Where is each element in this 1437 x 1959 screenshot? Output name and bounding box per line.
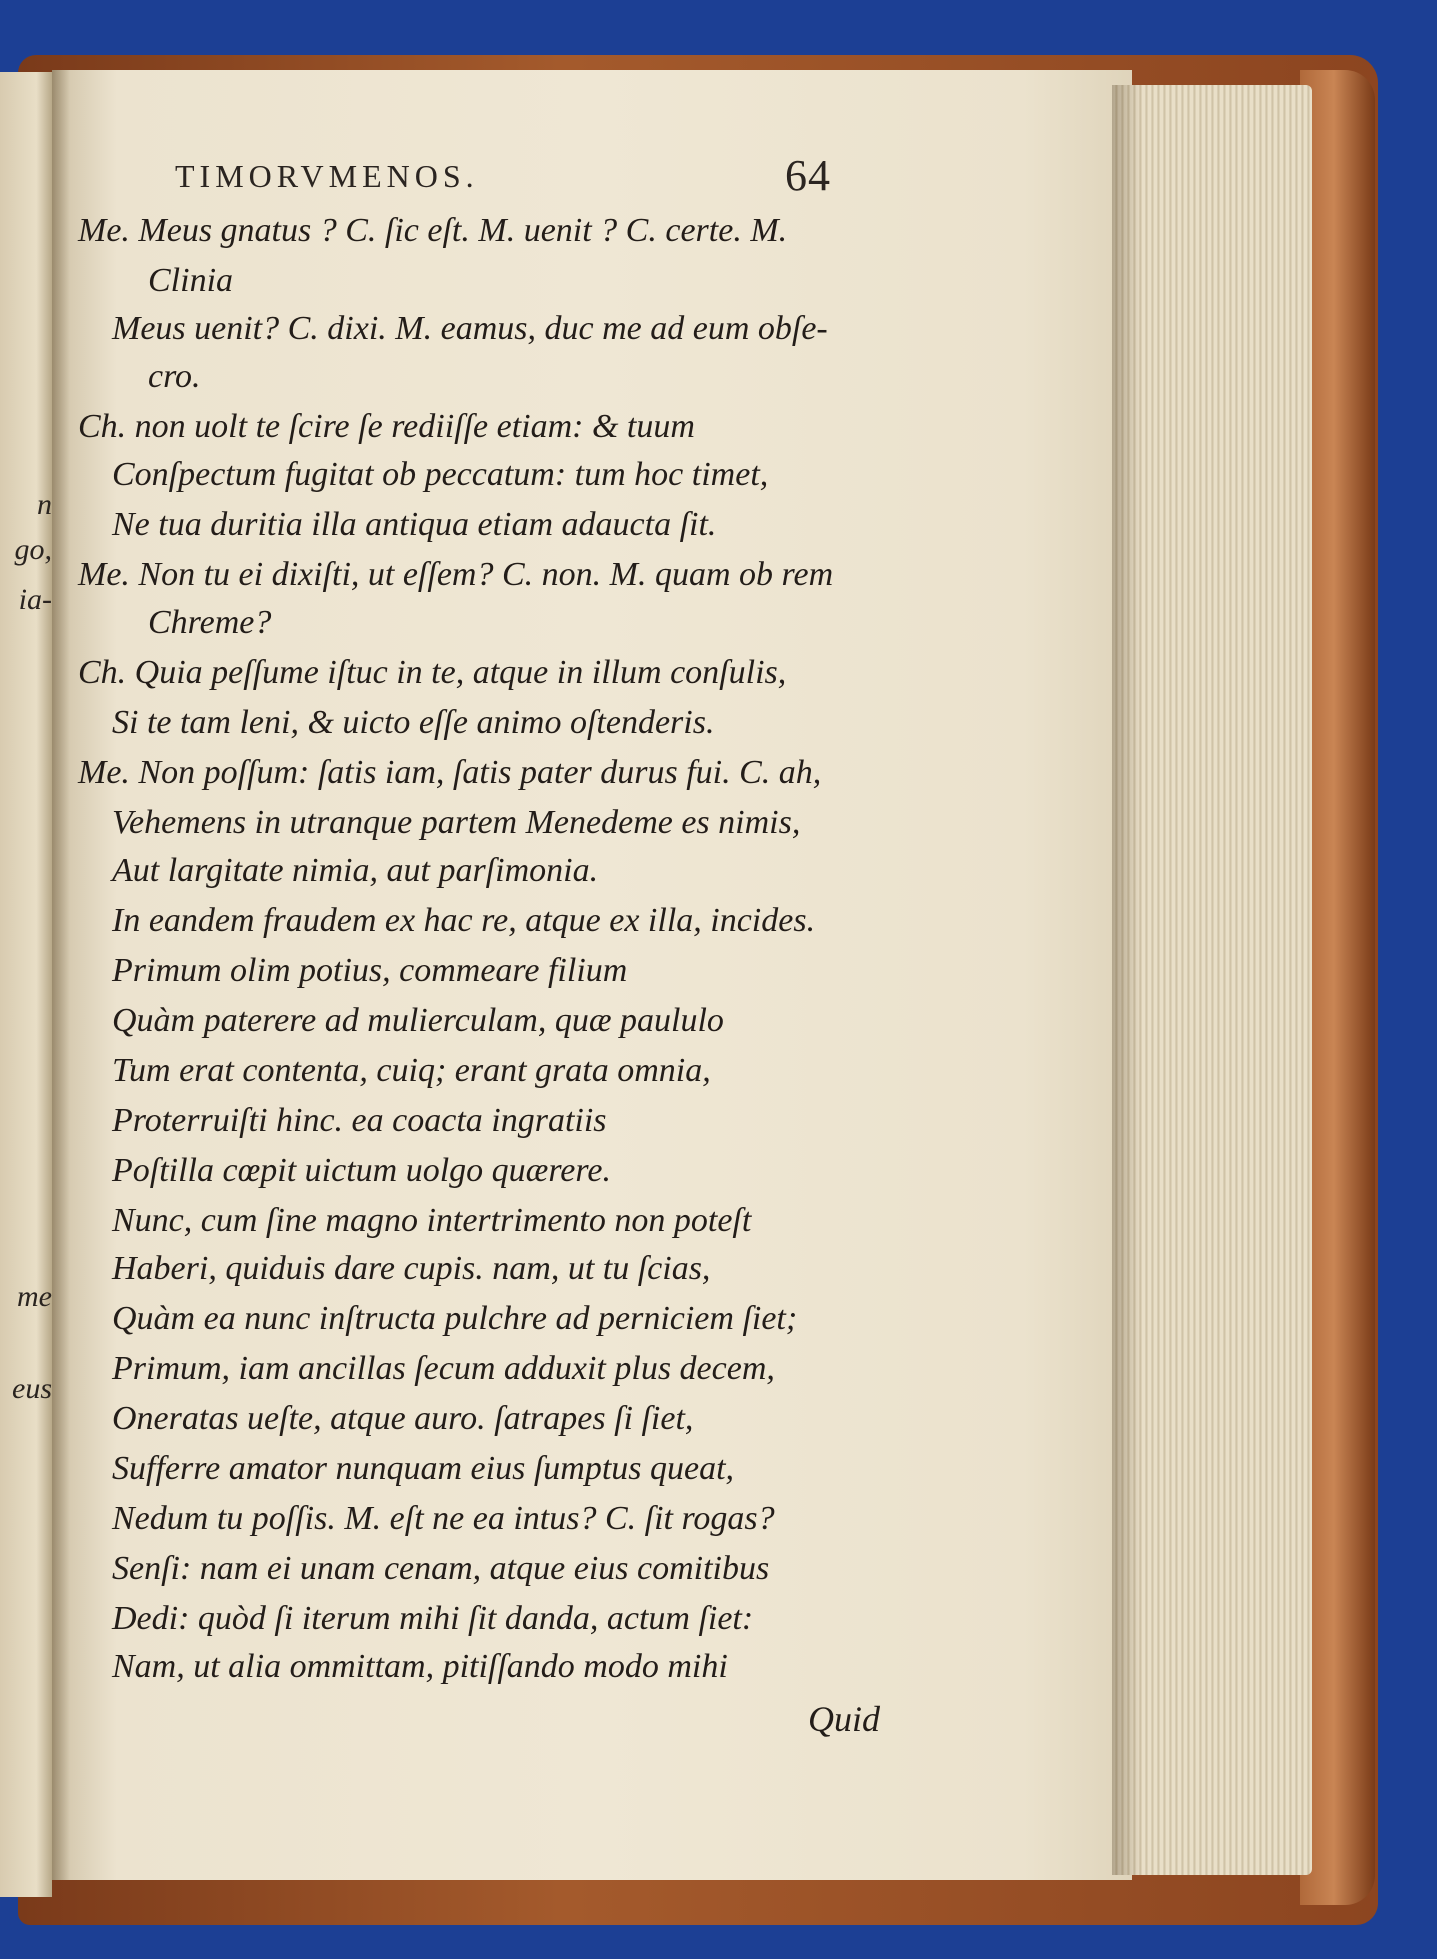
left-page-fragment: me xyxy=(17,1280,52,1313)
left-page-fragment: go, xyxy=(14,533,52,566)
text-line: Vehemens in utranque partem Menedeme es nimis, xyxy=(112,804,801,841)
text-line: Nedum tu poſſis. M. eſt ne ea intus? C. ſit rogas? xyxy=(112,1500,775,1537)
text-line: Nunc, cum ſine magno intertrimento non poteſt xyxy=(112,1202,752,1239)
left-page-fragment: n xyxy=(37,488,52,521)
text-line: In eandem fraudem ex hac re, atque ex illa, incides. xyxy=(112,902,816,939)
text-line: Me. Meus gnatus ? C. ſic eſt. M. uenit ? C. certe. M. xyxy=(78,212,788,249)
text-line: Senſi: nam ei unam cenam, atque eius comitibus xyxy=(112,1550,770,1587)
text-line: Quàm paterere ad mulierculam, quæ paululo xyxy=(112,1002,724,1039)
text-line: cro. xyxy=(148,358,201,395)
text-line: Proterruiſti hinc. ea coacta ingratiis xyxy=(112,1102,607,1139)
text-line: Nam, ut alia ommittam, pitiſſando modo mihi xyxy=(112,1648,728,1685)
text-line: Primum, iam ancillas ſecum adduxit plus decem, xyxy=(112,1350,775,1387)
running-title: TIMORVMENOS. xyxy=(175,158,479,194)
left-page-edge xyxy=(0,72,52,1897)
text-line: Chreme? xyxy=(148,604,272,641)
text-line: Sufferre amator nunquam eius ſumptus queat, xyxy=(112,1450,735,1487)
text-line: Primum olim potius, commeare filium xyxy=(112,952,628,989)
text-line: Conſpectum fugitat ob peccatum: tum hoc timet, xyxy=(112,456,769,493)
text-line: Aut largitate nimia, aut parſimonia. xyxy=(112,852,599,889)
left-page-fragment: ia- xyxy=(18,583,52,616)
text-line: Oneratas ueſte, atque auro. ſatrapes ſi ſiet, xyxy=(112,1400,694,1437)
page-gutter xyxy=(52,70,70,1880)
text-line: Dedi: quòd ſi iterum mihi ſit danda, actum ſiet: xyxy=(112,1600,754,1637)
text-line: Clinia xyxy=(148,262,234,299)
text-line: Tum erat contenta, cuiq; erant grata omnia, xyxy=(112,1052,711,1089)
text-line: Me. Non tu ei dixiſti, ut eſſem? C. non. M. quam ob rem xyxy=(78,556,834,593)
text-line: Si te tam leni, & uicto eſſe animo oſtenderis. xyxy=(112,704,715,741)
text-line: Ch. non uolt te ſcire ſe rediiſſe etiam: & tuum xyxy=(78,408,695,445)
left-page-fragment: eus xyxy=(12,1372,52,1405)
text-line: Poſtilla cœpit uictum uolgo quærere. xyxy=(112,1152,611,1189)
page-stack-shadow xyxy=(1112,85,1142,1875)
page-stack xyxy=(1112,85,1312,1875)
text-line: Quàm ea nunc inſtructa pulchre ad perniciem ſiet; xyxy=(112,1300,798,1337)
text-line: Ne tua duritia illa antiqua etiam adaucta ſit. xyxy=(112,506,717,543)
catchword: Quid xyxy=(808,1699,880,1739)
text-line: Me. Non poſſum: ſatis iam, ſatis pater durus fui. C. ah, xyxy=(78,754,822,791)
page-header xyxy=(175,151,875,208)
text-line: Haberi, quiduis dare cupis. nam, ut tu ſcias, xyxy=(112,1250,711,1287)
text-line: Meus uenit? C. dixi. M. eamus, duc me ad eum obſe- xyxy=(112,310,828,347)
page-number: 64 xyxy=(785,151,831,200)
text-line: Ch. Quia peſſume iſtuc in te, atque in illum conſulis, xyxy=(78,654,787,691)
